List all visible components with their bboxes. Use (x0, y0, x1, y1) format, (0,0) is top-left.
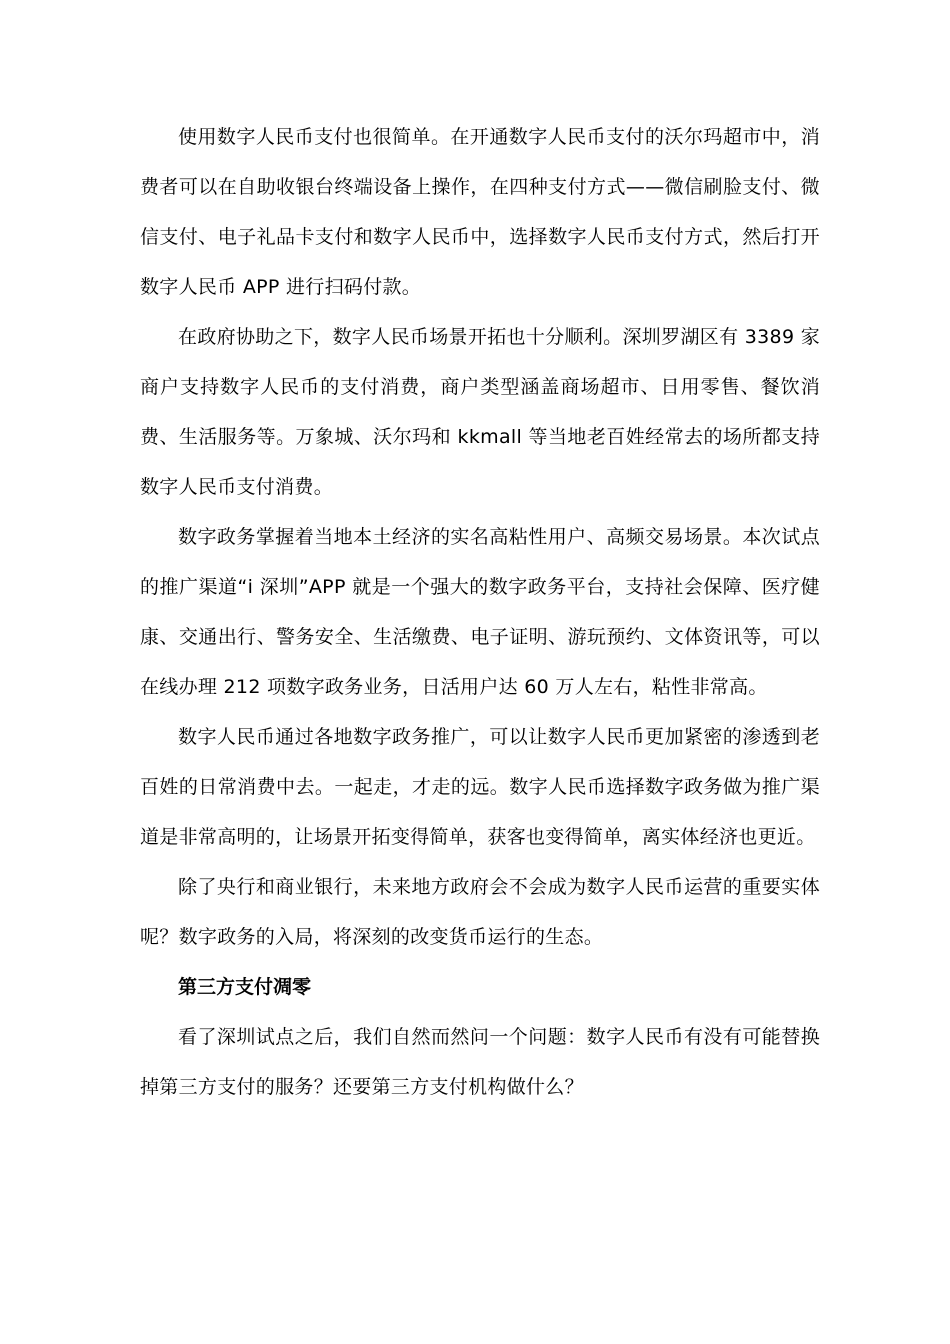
paragraph-local-government-role: 除了央行和商业银行，未来地方政府会不会成为数字人民币运营的重要实体呢？数字政务的入局，将深刻的改变货币运行的生态。 (140, 876, 820, 948)
document-body (140, 112, 820, 1112)
paragraph-government-assistance: 在政府协助之下，数字人民币场景开拓也十分顺利。深圳罗湖区有 3389 家商户支持数字人民币的支付消费，商户类型涵盖商场超市、日用零售、餐饮消费、生活服务等。万象城、沃尔玛和 kkmall 等当地老百姓经常去的场所都支持数字人民币支付消费。 (140, 326, 820, 498)
paragraph-promotion-channel: 数字人民币通过各地数字政务推广，可以让数字人民币更加紧密的渗透到老百姓的日常消费中去。一起走，才走的远。数字人民币选择数字政务做为推广渠道是非常高明的，让场景开拓变得简单，获客也变得简单，离实体经济也更近。 (140, 726, 820, 848)
paragraph-third-party-question: 看了深圳试点之后，我们自然而然问一个问题：数字人民币有没有可能替换掉第三方支付的服务？还要第三方支付机构做什么？ (140, 1026, 820, 1098)
section-heading: 第三方支付凋零 (178, 976, 312, 998)
paragraph-digital-rmb-payment-simple: 使用数字人民币支付也很简单。在开通数字人民币支付的沃尔玛超市中，消费者可以在自助收银台终端设备上操作，在四种支付方式——微信刷脸支付、微信支付、电子礼品卡支付和数字人民币中，选择数字人民币支付方式，然后打开数字人民币 APP 进行扫码付款。 (140, 126, 820, 298)
paragraph-digital-government-services: 数字政务掌握着当地本土经济的实名高粘性用户、高频交易场景。本次试点的推广渠道“i 深圳”APP 就是一个强大的数字政务平台，支持社会保障、医疗健康、交通出行、警务安全、生活缴费、电子证明、游玩预约、文体资讯等，可以在线办理 212 项数字政务业务，日活用户达 60 万人左右，粘性非常高。 (140, 526, 820, 698)
